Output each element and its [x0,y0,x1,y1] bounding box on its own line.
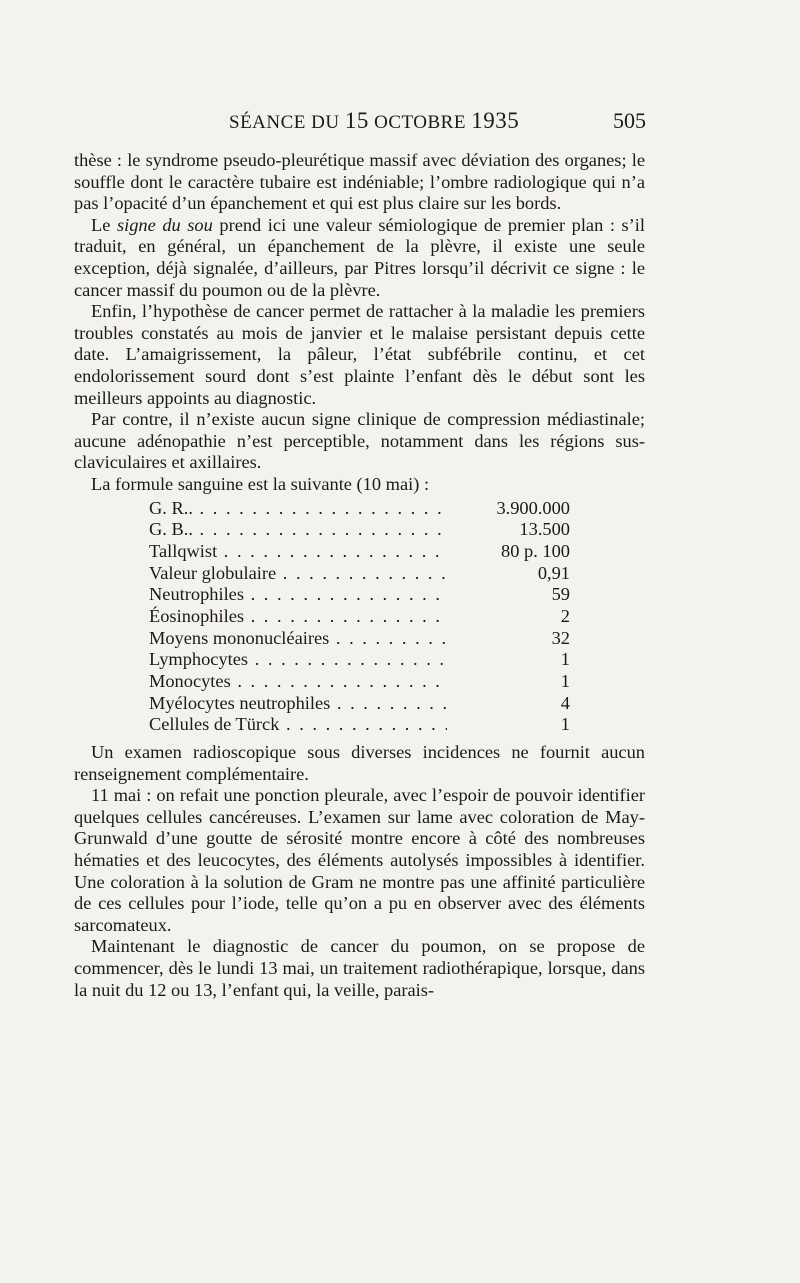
row-label: Myélocytes neutrophiles . . . [149,693,447,715]
table-row [149,519,570,541]
table-row [149,563,570,585]
row-value: 80 p. 100 [495,541,570,563]
running-head [229,108,519,134]
row-value: 32 [546,628,570,650]
body-text [74,150,645,1001]
row-value: 59 [546,584,570,606]
italic-term: signe du sou [116,214,213,235]
row-label: Monocytes . . . [149,671,447,693]
row-label: Tallqwist . . . [149,541,447,563]
running-head-prefix: SÉANCE DU [229,112,345,133]
table-row [149,693,570,715]
row-label: Neutrophiles . . . [149,584,447,606]
running-head-day: 15 [344,108,369,133]
row-value: 13.500 [513,519,570,541]
row-label: Lymphocytes . . . [149,649,447,671]
page-number: 505 [613,108,646,133]
table-row [149,671,570,693]
paragraph: Maintenant le diagnostic de cancer du poumon, on se propose de commencer, dès le lundi 13 mai, un traitement radiothérapique, lorsque, dans la nuit du 12 ou 13, l’enfant qui, la veille, parais- [74,936,645,1000]
row-value: 1 [555,714,570,736]
row-value: 0,91 [532,563,570,585]
paragraph: 11 mai : on refait une ponction pleurale, avec l’espoir de pouvoir identifier quelques cellules cancéreuses. L’examen sur lame avec coloration de May-Grunwald d’une goutte de sérosité montre encore à côté des nombreuses hématies et des leucocytes, des éléments autolysés impossibles à identifier. Une coloration à la solution de Gram ne montre pas une affinité particulière de ces cellules pour l’iode, telle qu’on a pu en observer avec des éléments sarcomateux. [74,785,645,935]
blood-formula-table [149,498,570,737]
row-value: 1 [555,649,570,671]
table-row [149,584,570,606]
table-row [149,498,570,520]
row-value: 4 [555,693,570,715]
row-value: 1 [555,671,570,693]
paragraph: Un examen radioscopique sous diverses incidences ne fournit aucun renseignement complémentaire. [74,742,645,784]
row-value: 2 [555,606,570,628]
paragraph-text: prend ici une valeur sémiologique de premier plan : s’il traduit, en général, un épanchement de la plèvre, il existe une seule exception, déjà signalée, d’ailleurs, par Pitres lorsqu’il décrivit ce signe : le cancer massif du poumon ou de la plèvre. [74,214,645,300]
paragraph [74,215,645,301]
row-label: G. R.. . . . [149,498,447,520]
page-header [74,108,646,138]
paragraph: thèse : le syndrome pseudo-pleurétique massif avec déviation des organes; le souffle dont le caractère tubaire est indéniable; l’ombre radiologique qui n’a pas l’opacité d’un épanchement et qui est plus claire sur les bords. [74,150,645,214]
running-head-year: 1935 [471,108,520,133]
row-label: Cellules de Türck . . . [149,714,447,736]
row-label: G. B.. . . . [149,519,447,541]
table-row [149,714,570,736]
paragraph: La formule sanguine est la suivante (10 mai) : [91,473,430,494]
paragraph: Par contre, il n’existe aucun signe clinique de compression médiastinale; aucune adénopathie n’est perceptible, notamment dans les régions sus-claviculaires et axillaires. [74,409,645,473]
table-row [149,649,570,671]
row-label: Moyens mononucléaires . . . [149,628,447,650]
running-head-month: OCTOBRE [368,112,472,133]
paragraph-text: Le [91,214,117,235]
table-row [149,628,570,650]
table-row [149,541,570,563]
paragraph: Enfin, l’hypothèse de cancer permet de rattacher à la maladie les premiers troubles constatés au mois de janvier et le malaise persistant depuis cette date. L’amaigrissement, la pâleur, l’état subfébrile continu, et cet endolorissement sourd dont s’est plainte l’enfant dès le début sont les meilleurs appoints au diagnostic. [74,301,645,408]
table-row [149,606,570,628]
row-value: 3.900.000 [490,498,570,520]
row-label: Valeur globulaire . . . [149,563,447,585]
row-label: Éosinophiles . . . [149,606,447,628]
